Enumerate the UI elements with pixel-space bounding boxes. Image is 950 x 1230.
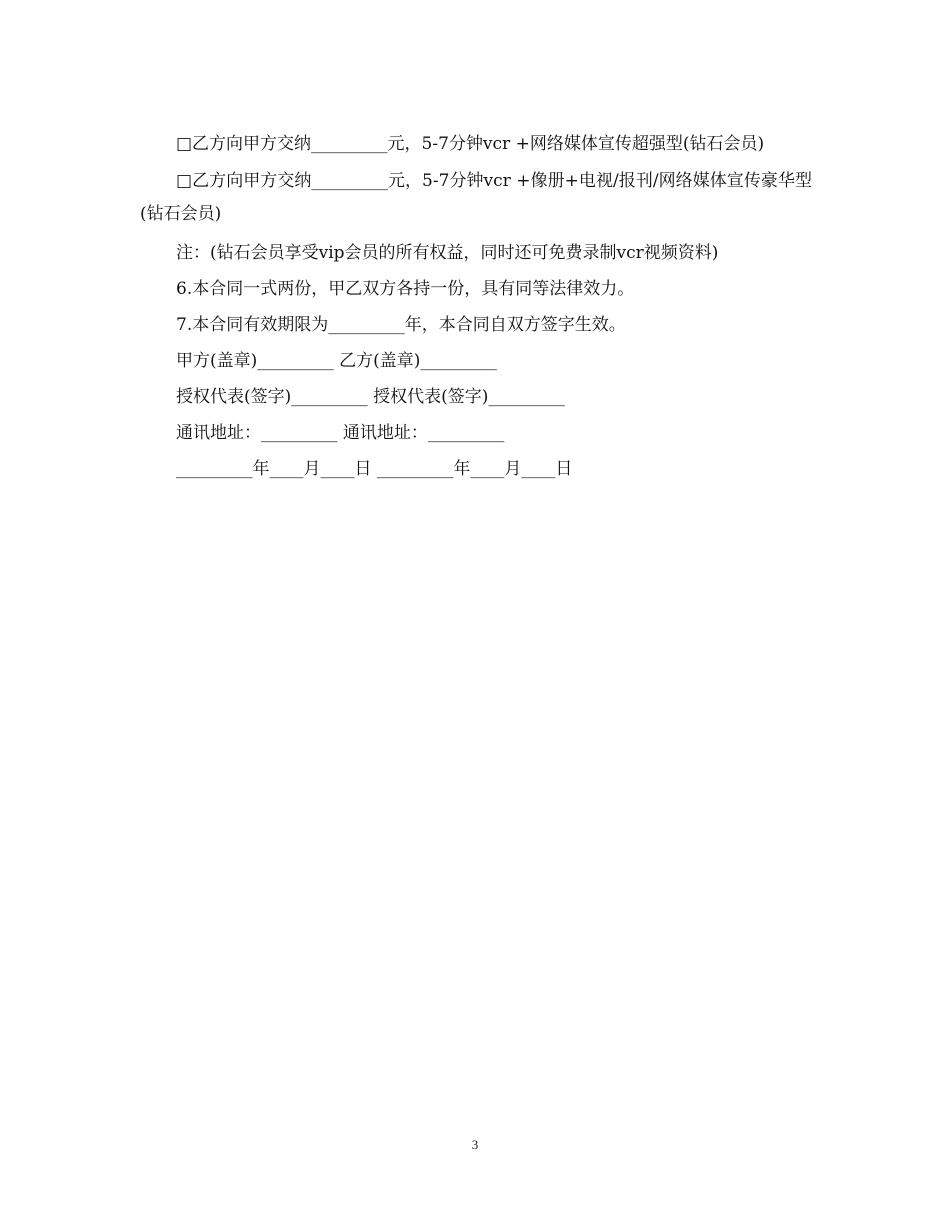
option-paragraph-super: □乙方向甲方交纳_________元，5-7分钟vcr +网络媒体宣传超强型(钻石会员) <box>176 134 765 154</box>
note-line: 注：(钻石会员享受vip会员的所有权益，同时还可免费录制vcr视频资料) <box>176 243 719 263</box>
address-line: 通讯地址：_________ 通讯地址：_________ <box>176 423 505 443</box>
clause-6: 6.本合同一式两份，甲乙双方各持一份，具有同等法律效力。 <box>176 279 635 299</box>
document-body <box>140 128 812 487</box>
date-line: _________年____月____日 _________年____月____日 <box>176 459 573 479</box>
page-number: 3 <box>471 1137 479 1152</box>
seal-line: 甲方(盖章)_________ 乙方(盖章)_________ <box>176 351 497 371</box>
clause-7: 7.本合同有效期限为_________年，本合同自双方签字生效。 <box>176 315 626 335</box>
representative-line: 授权代表(签字)_________ 授权代表(签字)_________ <box>176 387 565 407</box>
option-paragraph-deluxe: □乙方向甲方交纳_________元，5-7分钟vcr +像册+电视/报刊/网络媒体宣传豪华型(钻石会员) <box>140 171 812 224</box>
